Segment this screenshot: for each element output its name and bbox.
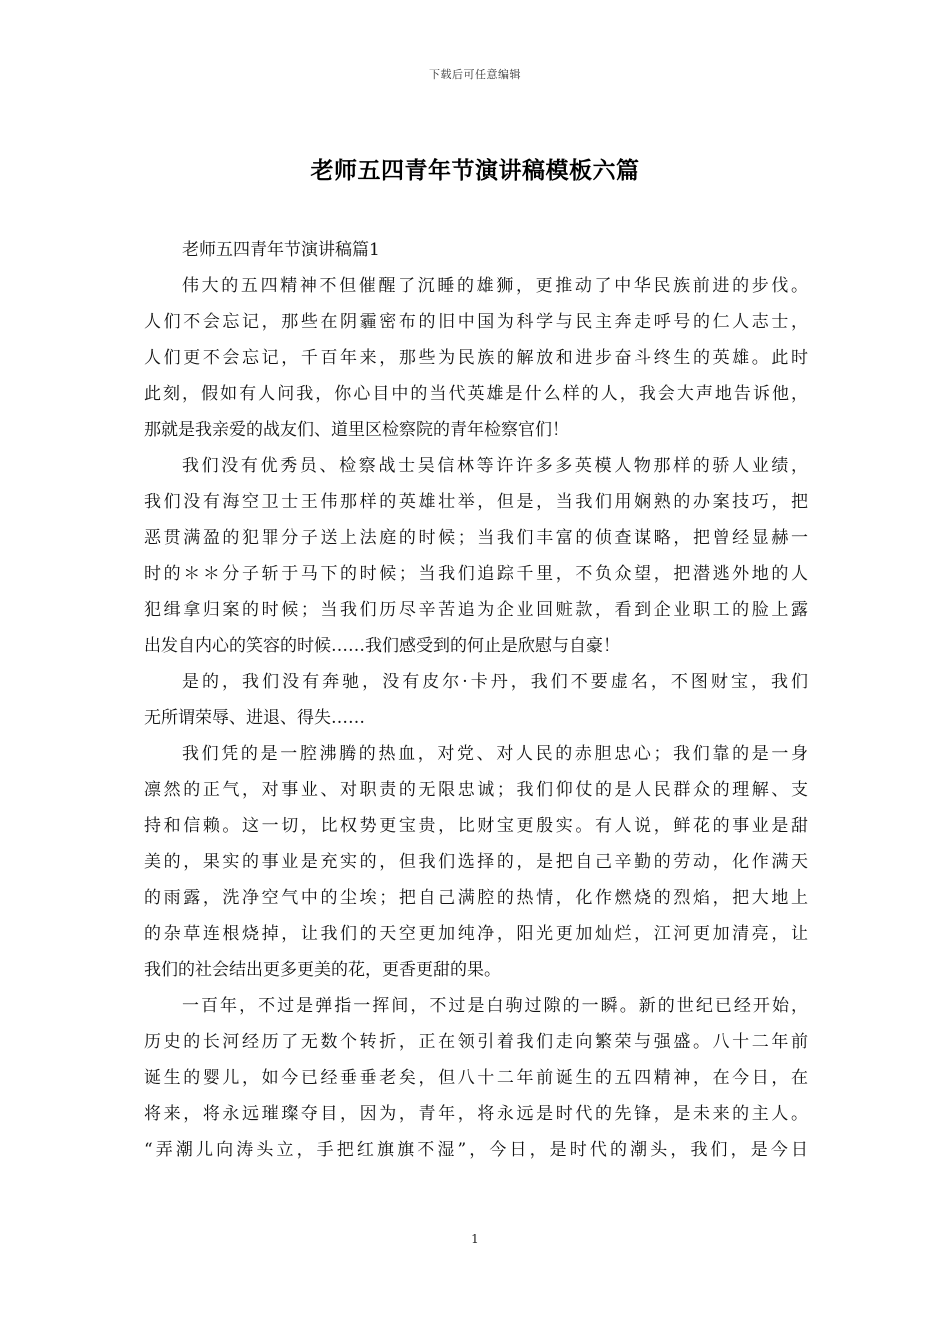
header-note: 下载后可任意编辑	[429, 68, 521, 81]
paragraph-list	[144, 268, 808, 1168]
page-number: 1	[471, 1232, 479, 1246]
paragraph-line: 凛然的正气，对事业、对职责的无限忠诚；我们仰仗的是人民群众的理解、支	[144, 780, 808, 800]
paragraph-line: 时的＊＊分子斩于马下的时候；当我们追踪千里，不负众望，把潜逃外地的人	[144, 564, 808, 584]
paragraph	[144, 736, 808, 988]
paragraph-line: 我们没有海空卫士王伟那样的英雄壮举，但是，当我们用娴熟的办案技巧，把	[144, 492, 808, 512]
paragraph-line: 人们不会忘记，那些在阴霾密布的旧中国为科学与民主奔走呼号的仁人志士，	[144, 312, 808, 332]
paragraph	[144, 664, 808, 736]
paragraph-line: 持和信赖。这一切，比权势更宝贵，比财宝更殷实。有人说，鲜花的事业是甜	[144, 816, 808, 836]
paragraph	[144, 268, 808, 448]
paragraph-line: 我们没有优秀员、检察战士吴信林等许许多多英模人物那样的骄人业绩，	[182, 456, 808, 476]
paragraph-line: 那就是我亲爱的战友们、道里区检察院的青年检察官们！	[144, 420, 569, 440]
document-title: 老师五四青年节演讲稿模板六篇	[310, 157, 640, 184]
paragraph-line: 出发自内心的笑容的时候……我们感受到的何止是欣慰与自豪！	[144, 636, 620, 656]
paragraph	[144, 448, 808, 664]
paragraph-line: 历史的长河经历了无数个转折，正在领引着我们走向繁荣与强盛。八十二年前	[144, 1032, 808, 1052]
paragraph-line: 伟大的五四精神不但催醒了沉睡的雄狮，更推动了中华民族前进的步伐。	[182, 276, 808, 296]
document-body	[144, 232, 808, 1168]
paragraph-line: 一百年，不过是弹指一挥间，不过是白驹过隙的一瞬。新的世纪已经开始，	[182, 996, 808, 1016]
paragraph-line: “弄潮儿向涛头立，手把红旗旗不湿”，今日，是时代的潮头，我们，是今日	[144, 1140, 808, 1160]
section-heading: 老师五四青年节演讲稿篇1	[182, 240, 380, 260]
paragraph-line: 无所谓荣辱、进退、得失……	[144, 708, 365, 728]
paragraph-line: 我们凭的是一腔沸腾的热血，对党、对人民的赤胆忠心；我们靠的是一身	[182, 744, 808, 764]
paragraph-line: 美的，果实的事业是充实的，但我们选择的，是把自己辛勤的劳动，化作满天	[144, 852, 808, 872]
paragraph-line: 的杂草连根烧掉，让我们的天空更加纯净，阳光更加灿烂，江河更加清亮，让	[144, 924, 808, 944]
paragraph-line: 恶贯满盈的犯罪分子送上法庭的时候；当我们丰富的侦查谋略，把曾经显赫一	[144, 528, 808, 548]
paragraph	[144, 988, 808, 1168]
paragraph-line: 将来，将永远璀璨夺目，因为，青年，将永远是时代的先锋，是未来的主人。	[144, 1104, 808, 1124]
paragraph-line: 是的，我们没有奔驰，没有皮尔·卡丹，我们不要虚名，不图财宝，我们	[182, 672, 808, 692]
paragraph-line: 我们的社会结出更多更美的花，更香更甜的果。	[144, 960, 501, 980]
paragraph-line: 犯缉拿归案的时候；当我们历尽辛苦追为企业回赃款，看到企业职工的脸上露	[144, 600, 808, 620]
paragraph-line: 人们更不会忘记，千百年来，那些为民族的解放和进步奋斗终生的英雄。此时	[144, 348, 808, 368]
paragraph-line: 此刻，假如有人问我，你心目中的当代英雄是什么样的人，我会大声地告诉他，	[144, 384, 808, 404]
paragraph-line: 的雨露，洗净空气中的尘埃；把自己满腔的热情，化作燃烧的烈焰，把大地上	[144, 888, 808, 908]
paragraph-line: 诞生的婴儿，如今已经垂垂老矣，但八十二年前诞生的五四精神，在今日，在	[144, 1068, 808, 1088]
